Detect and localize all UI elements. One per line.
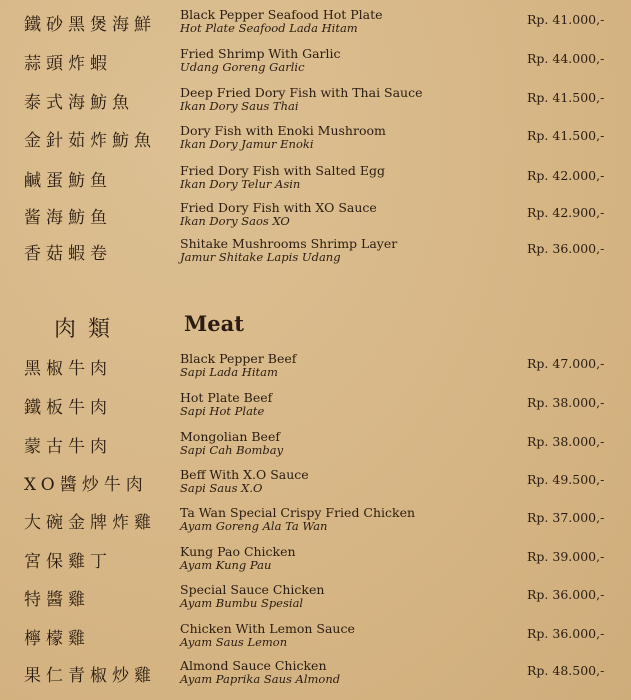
menu-item xyxy=(0,237,631,273)
item-indonesian-name: Hot Plate Seafood Lada Hitam xyxy=(180,21,358,35)
item-english-name: Fried Shrimp With Garlic Udang Goreng Garlic xyxy=(180,46,341,74)
item-chinese-name: 蒙古牛肉 xyxy=(24,437,112,457)
item-english-name: Special Sauce Chicken Ayam Bumbu Spesial xyxy=(180,582,325,610)
menu-item xyxy=(0,47,631,83)
item-price: Rp. 36.000,- xyxy=(527,241,605,256)
menu-item xyxy=(0,545,631,581)
item-indonesian-name: Ikan Dory Saos XO xyxy=(180,214,290,228)
menu-item xyxy=(0,430,631,466)
item-price: Rp. 39.000,- xyxy=(527,549,605,564)
item-price: Rp. 36.000,- xyxy=(527,626,605,641)
item-indonesian-name: Ikan Dory Telur Asin xyxy=(180,177,301,191)
item-chinese-name: 鐵砂黑煲海鮮 xyxy=(24,15,156,35)
item-chinese-name: 果仁青椒炒雞 xyxy=(24,666,156,686)
item-english-name: Chicken With Lemon Sauce Ayam Saus Lemon xyxy=(180,621,355,649)
item-indonesian-name: Ayam Paprika Saus Almond xyxy=(180,672,341,686)
item-english-name: Deep Fried Dory Fish with Thai Sauce Ikan Dory Saus Thai xyxy=(180,85,423,113)
item-chinese-name: 檸檬雞 xyxy=(24,629,90,649)
item-chinese-name: 特醬雞 xyxy=(24,590,90,610)
menu-item xyxy=(0,468,631,504)
item-price: Rp. 41.500,- xyxy=(527,128,605,143)
item-indonesian-name: Ayam Goreng Ala Ta Wan xyxy=(180,519,328,533)
item-english-name: Kung Pao Chicken Ayam Kung Pau xyxy=(180,544,296,572)
item-price: Rp. 47.000,- xyxy=(527,356,605,371)
item-price: Rp. 41.000,- xyxy=(527,12,605,27)
item-chinese-name: XO醬炒牛肉 xyxy=(24,475,148,495)
item-english-name: Black Pepper Seafood Hot Plate Hot Plate Seafood Lada Hitam xyxy=(180,7,383,35)
item-price: Rp. 48.500,- xyxy=(527,663,605,678)
item-english-name: Dory Fish with Enoki Mushroom Ikan Dory Jamur Enoki xyxy=(180,123,386,151)
item-price: Rp. 38.000,- xyxy=(527,434,605,449)
item-indonesian-name: Sapi Lada Hitam xyxy=(180,365,278,379)
item-price: Rp. 37.000,- xyxy=(527,510,605,525)
item-english-name: Black Pepper Beef Sapi Lada Hitam xyxy=(180,351,297,379)
menu-item xyxy=(0,622,631,658)
item-chinese-name: 蒜頭炸蝦 xyxy=(24,54,112,74)
menu-item xyxy=(0,352,631,388)
item-indonesian-name: Udang Goreng Garlic xyxy=(180,60,305,74)
item-english-name: Shitake Mushrooms Shrimp Layer Jamur Shitake Lapis Udang xyxy=(180,236,398,264)
item-english-name: Fried Dory Fish with Salted Egg Ikan Dory Telur Asin xyxy=(180,163,385,191)
item-indonesian-name: Sapi Cah Bombay xyxy=(180,443,284,457)
item-price: Rp. 42.000,- xyxy=(527,168,605,183)
section-title-chinese: 肉類 xyxy=(54,317,123,342)
item-indonesian-name: Ayam Bumbu Spesial xyxy=(180,596,304,610)
item-price: Rp. 41.500,- xyxy=(527,90,605,105)
item-price: Rp. 38.000,- xyxy=(527,395,605,410)
menu-item xyxy=(0,391,631,427)
item-english-name: Ta Wan Special Crispy Fried Chicken Ayam Goreng Ala Ta Wan xyxy=(180,505,416,533)
item-english-name: Mongolian Beef Sapi Cah Bombay xyxy=(180,429,284,457)
item-english-name: Fried Dory Fish with XO Sauce Ikan Dory Saos XO xyxy=(180,200,377,228)
item-chinese-name: 香菇蝦卷 xyxy=(24,244,112,264)
menu-item xyxy=(0,124,631,160)
item-chinese-name: 泰式海魴魚 xyxy=(24,93,134,113)
item-price: Rp. 44.000,- xyxy=(527,51,605,66)
menu-item xyxy=(0,659,631,695)
menu-item xyxy=(0,8,631,44)
item-chinese-name: 酱海魴鱼 xyxy=(24,208,112,228)
item-chinese-name: 大碗金牌炸雞 xyxy=(24,513,156,533)
item-english-name: Beff With X.O Sauce Sapi Saus X.O xyxy=(180,467,309,495)
section-title: Meat xyxy=(184,311,244,336)
item-indonesian-name: Ikan Dory Saus Thai xyxy=(180,99,299,113)
menu-item xyxy=(0,583,631,619)
item-indonesian-name: Ayam Saus Lemon xyxy=(180,635,288,649)
item-indonesian-name: Ayam Kung Pau xyxy=(180,558,272,572)
item-indonesian-name: Sapi Saus X.O xyxy=(180,481,263,495)
menu-item xyxy=(0,506,631,542)
item-chinese-name: 鹹蛋魴鱼 xyxy=(24,171,112,191)
item-english-name: Hot Plate Beef Sapi Hot Plate xyxy=(180,390,273,418)
item-chinese-name: 金針茹炸魴魚 xyxy=(24,131,156,151)
menu-item xyxy=(0,164,631,200)
item-price: Rp. 49.500,- xyxy=(527,472,605,487)
item-english-name: Almond Sauce Chicken Ayam Paprika Saus Almond xyxy=(180,658,341,686)
item-indonesian-name: Jamur Shitake Lapis Udang xyxy=(180,250,341,264)
item-price: Rp. 42.900,- xyxy=(527,205,605,220)
item-price: Rp. 36.000,- xyxy=(527,587,605,602)
item-chinese-name: 鐵板牛肉 xyxy=(24,398,112,418)
item-chinese-name: 宮保雞丁 xyxy=(24,552,112,572)
menu-item xyxy=(0,86,631,122)
item-chinese-name: 黑椒牛肉 xyxy=(24,359,112,379)
menu-item xyxy=(0,201,631,237)
item-indonesian-name: Sapi Hot Plate xyxy=(180,404,265,418)
item-indonesian-name: Ikan Dory Jamur Enoki xyxy=(180,137,314,151)
